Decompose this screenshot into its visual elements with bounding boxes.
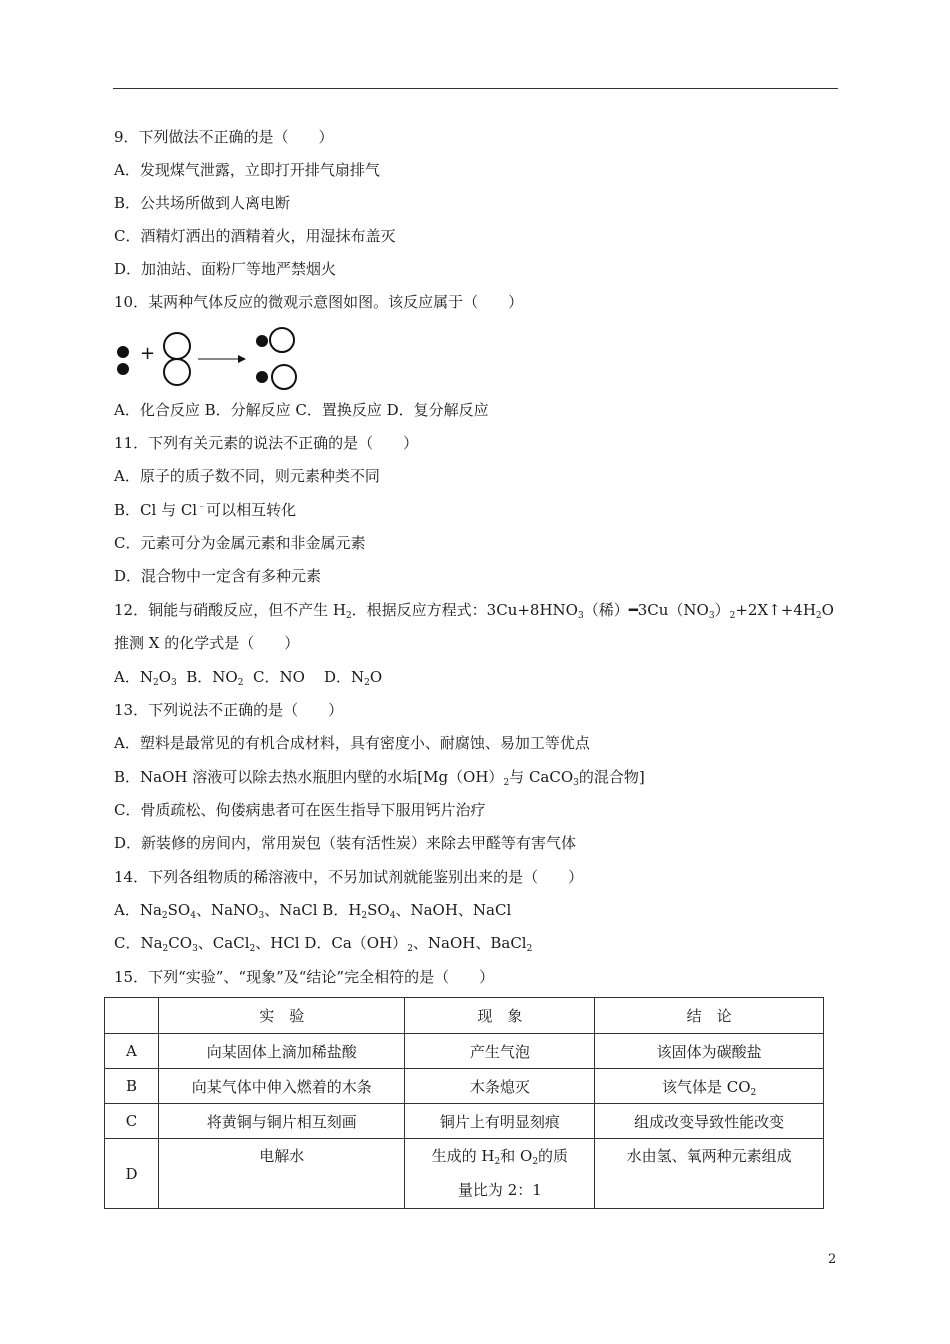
phenomenon-sub: 2: [494, 1157, 501, 1167]
table-row: [105, 1139, 824, 1209]
table-row: [105, 1104, 824, 1139]
table-row: [105, 1069, 824, 1104]
q12-stem-line1: [114, 600, 834, 620]
q14-text: C．Na: [114, 934, 163, 952]
phenomenon-sub: 2: [532, 1157, 539, 1167]
q12-opt-sub: 2: [237, 678, 244, 688]
q13-b-text: B．NaOH 溶液可以除去热水瓶胆内壁的水垢[Mg（OH）: [114, 768, 504, 786]
q12-sub: 2: [729, 611, 736, 621]
q12-opt-text: A．N: [114, 668, 153, 686]
reaction-diagram: [112, 325, 312, 393]
q13-option-b: [114, 767, 645, 787]
q13-option-a: A．塑料是最常见的有机合成材料，具有密度小、耐腐蚀、易加工等优点: [114, 734, 590, 752]
q12-sub: 3: [577, 611, 584, 621]
q14-text: 、NaNO: [195, 901, 259, 919]
q14-text: 、NaOH、BaCl: [412, 934, 527, 952]
q14-text: A．Na: [114, 901, 162, 919]
table-header-cell: 结 论: [595, 998, 824, 1034]
q12-text: ）: [714, 601, 730, 619]
q14-sub: 2: [249, 944, 256, 954]
product-atom-white: [272, 365, 296, 389]
q14-sub: 2: [361, 911, 368, 921]
q9-option-d: D．加油站、面粉厂等地严禁烟火: [114, 260, 337, 278]
q12-opt-text: O: [158, 668, 172, 686]
q9-stem: 9．下列做法不正确的是（ ）: [114, 128, 334, 146]
product-atom-white: [270, 328, 294, 352]
table-row: [105, 1034, 824, 1069]
q13-option-d: D．新装修的房间内，常用炭包（装有活性炭）来除去甲醛等有害气体: [114, 834, 577, 852]
conclusion-cell: 组成改变导致性能改变: [595, 1104, 824, 1139]
q14-stem: 14．下列各组物质的稀溶液中，不另加试剂就能鉴别出来的是（ ）: [114, 868, 584, 886]
q12-opt-sub: 3: [171, 678, 177, 688]
phenomenon-text: 和 O: [500, 1147, 533, 1165]
q11-b-text: B．Cl 与 Cl: [114, 501, 198, 519]
q14-text: 、NaCl B．H: [264, 901, 362, 919]
q13-b-text: 与 CaCO: [509, 768, 574, 786]
q14-sub: 3: [258, 911, 265, 921]
q12-text: O: [821, 601, 834, 619]
q12-options: [114, 667, 382, 687]
q13-stem: 13．下列说法不正确的是（ ）: [114, 701, 344, 719]
q14-text: SO: [367, 901, 390, 919]
phenomenon-cell: 产生气泡: [405, 1034, 595, 1069]
phenomenon-line2: 量比为 2：1: [457, 1181, 542, 1199]
row-label: C: [105, 1104, 159, 1139]
phenomenon-cell: 铜片上有明显刻痕: [405, 1104, 595, 1139]
q14-sub: 2: [526, 944, 533, 954]
table-header-row: [105, 998, 824, 1034]
phenomenon-line1: [409, 1139, 590, 1173]
phenomenon-text: 生成的 H: [431, 1147, 495, 1165]
row-label: D: [105, 1139, 159, 1209]
q15-stem: 15．下列“实验”、“现象”及“结论”完全相符的是（ ）: [114, 968, 495, 986]
reactant-atom-white: [164, 333, 190, 359]
q9-option-a: A．发现煤气泄露，立即打开排气扇排气: [114, 161, 380, 179]
phenomenon-cell: [405, 1139, 595, 1209]
q14-sub: 2: [162, 944, 169, 954]
q12-opt-sub: 2: [364, 678, 370, 688]
q11-option-b: [114, 500, 296, 520]
q12-text: ．根据反应方程式：3Cu+8HNO: [351, 601, 578, 619]
table-header-cell: 实 验: [158, 998, 405, 1034]
q12-text: （稀）━3Cu（NO: [583, 601, 709, 619]
q12-stem-line2: 推测 X 的化学式是（ ）: [114, 634, 300, 652]
q14-sub: 3: [192, 944, 198, 954]
experiment-cell: 向某固体上滴加稀盐酸: [158, 1034, 405, 1069]
q10-stem: 10．某两种气体反应的微观示意图如图。该反应属于（ ）: [114, 293, 524, 311]
q12-sub: 2: [345, 611, 352, 621]
q12-opt-text: C．NO D．N: [243, 668, 365, 686]
q14-sub: 4: [190, 911, 196, 921]
q12-opt-sub: 2: [152, 678, 159, 688]
phenomenon-text: 的质: [538, 1147, 569, 1165]
product-atom-black: [256, 335, 268, 347]
page-number: 2: [828, 1252, 837, 1267]
experiment-cell: 电解水: [158, 1139, 405, 1209]
q12-sub: 2: [815, 611, 822, 621]
q14-options-ab: [114, 900, 511, 920]
row-label: A: [105, 1034, 159, 1069]
q12-opt-text: B．NO: [176, 668, 238, 686]
q13-b-sub: 2: [503, 778, 510, 788]
reactant-atom-black: [117, 346, 129, 358]
row-label: B: [105, 1069, 159, 1104]
reactant-atom-black: [117, 363, 129, 375]
conclusion-cell: 水由氢、氧两种元素组成: [595, 1139, 824, 1209]
q11-b-text2: 可以相互转化: [206, 501, 297, 519]
experiment-cell: 将黄铜与铜片相互刻画: [158, 1104, 405, 1139]
header-rule: [113, 88, 838, 89]
q11-option-d: D．混合物中一定含有多种元素: [114, 567, 322, 585]
q14-text: 、HCl D．Ca（OH）: [255, 934, 408, 952]
q14-options-cd: [114, 933, 532, 953]
experiment-table: [104, 997, 824, 1209]
q12-text: 12．铜能与硝酸反应，但不产生 H: [114, 601, 346, 619]
q14-text: 、NaOH、NaCl: [395, 901, 512, 919]
arrow-icon: [238, 355, 246, 363]
conclusion-cell: [595, 1069, 824, 1104]
product-atom-black: [256, 371, 268, 383]
q9-option-b: B．公共场所做到人离电断: [114, 194, 291, 212]
phenomenon-cell: 木条熄灭: [405, 1069, 595, 1104]
reactant-atom-white: [164, 359, 190, 385]
q14-sub: 2: [407, 944, 413, 954]
q13-b-text: 的混合物]: [578, 768, 645, 786]
q14-sub: 4: [389, 911, 396, 921]
q12-opt-text: O: [369, 668, 383, 686]
q14-text: SO: [167, 901, 191, 919]
q11-stem: 11．下列有关元素的说法不正确的是（ ）: [114, 434, 419, 452]
conclusion-sub: 2: [750, 1087, 757, 1098]
experiment-cell: 向某气体中伸入燃着的木条: [158, 1069, 405, 1104]
q9-option-c: C．酒精灯洒出的酒精着火，用湿抹布盖灭: [114, 227, 396, 245]
q12-sub: 3: [708, 611, 715, 621]
q14-text: 、CaCl: [197, 934, 250, 952]
q14-text: CO: [168, 934, 193, 952]
conclusion-cell: 该固体为碳酸盐: [595, 1034, 824, 1069]
q12-text: +2X↑+4H: [735, 601, 816, 619]
q10-options: A．化合反应 B．分解反应 C．置换反应 D．复分解反应: [114, 401, 489, 419]
table-header-cell: [105, 998, 159, 1034]
q13-option-c: C．骨质疏松、佝偻病患者可在医生指导下服用钙片治疗: [114, 801, 486, 819]
q11-option-a: A．原子的质子数不同，则元素种类不同: [114, 467, 380, 485]
plus-sign: +: [140, 343, 156, 364]
conclusion-text: 该气体是 CO: [661, 1077, 751, 1096]
q11-b-sup: ﹣: [197, 502, 207, 512]
q13-b-sub: 3: [573, 778, 579, 788]
table-header-cell: 现 象: [405, 998, 595, 1034]
q11-option-c: C．元素可分为金属元素和非金属元素: [114, 534, 366, 552]
q14-sub: 2: [161, 911, 168, 921]
